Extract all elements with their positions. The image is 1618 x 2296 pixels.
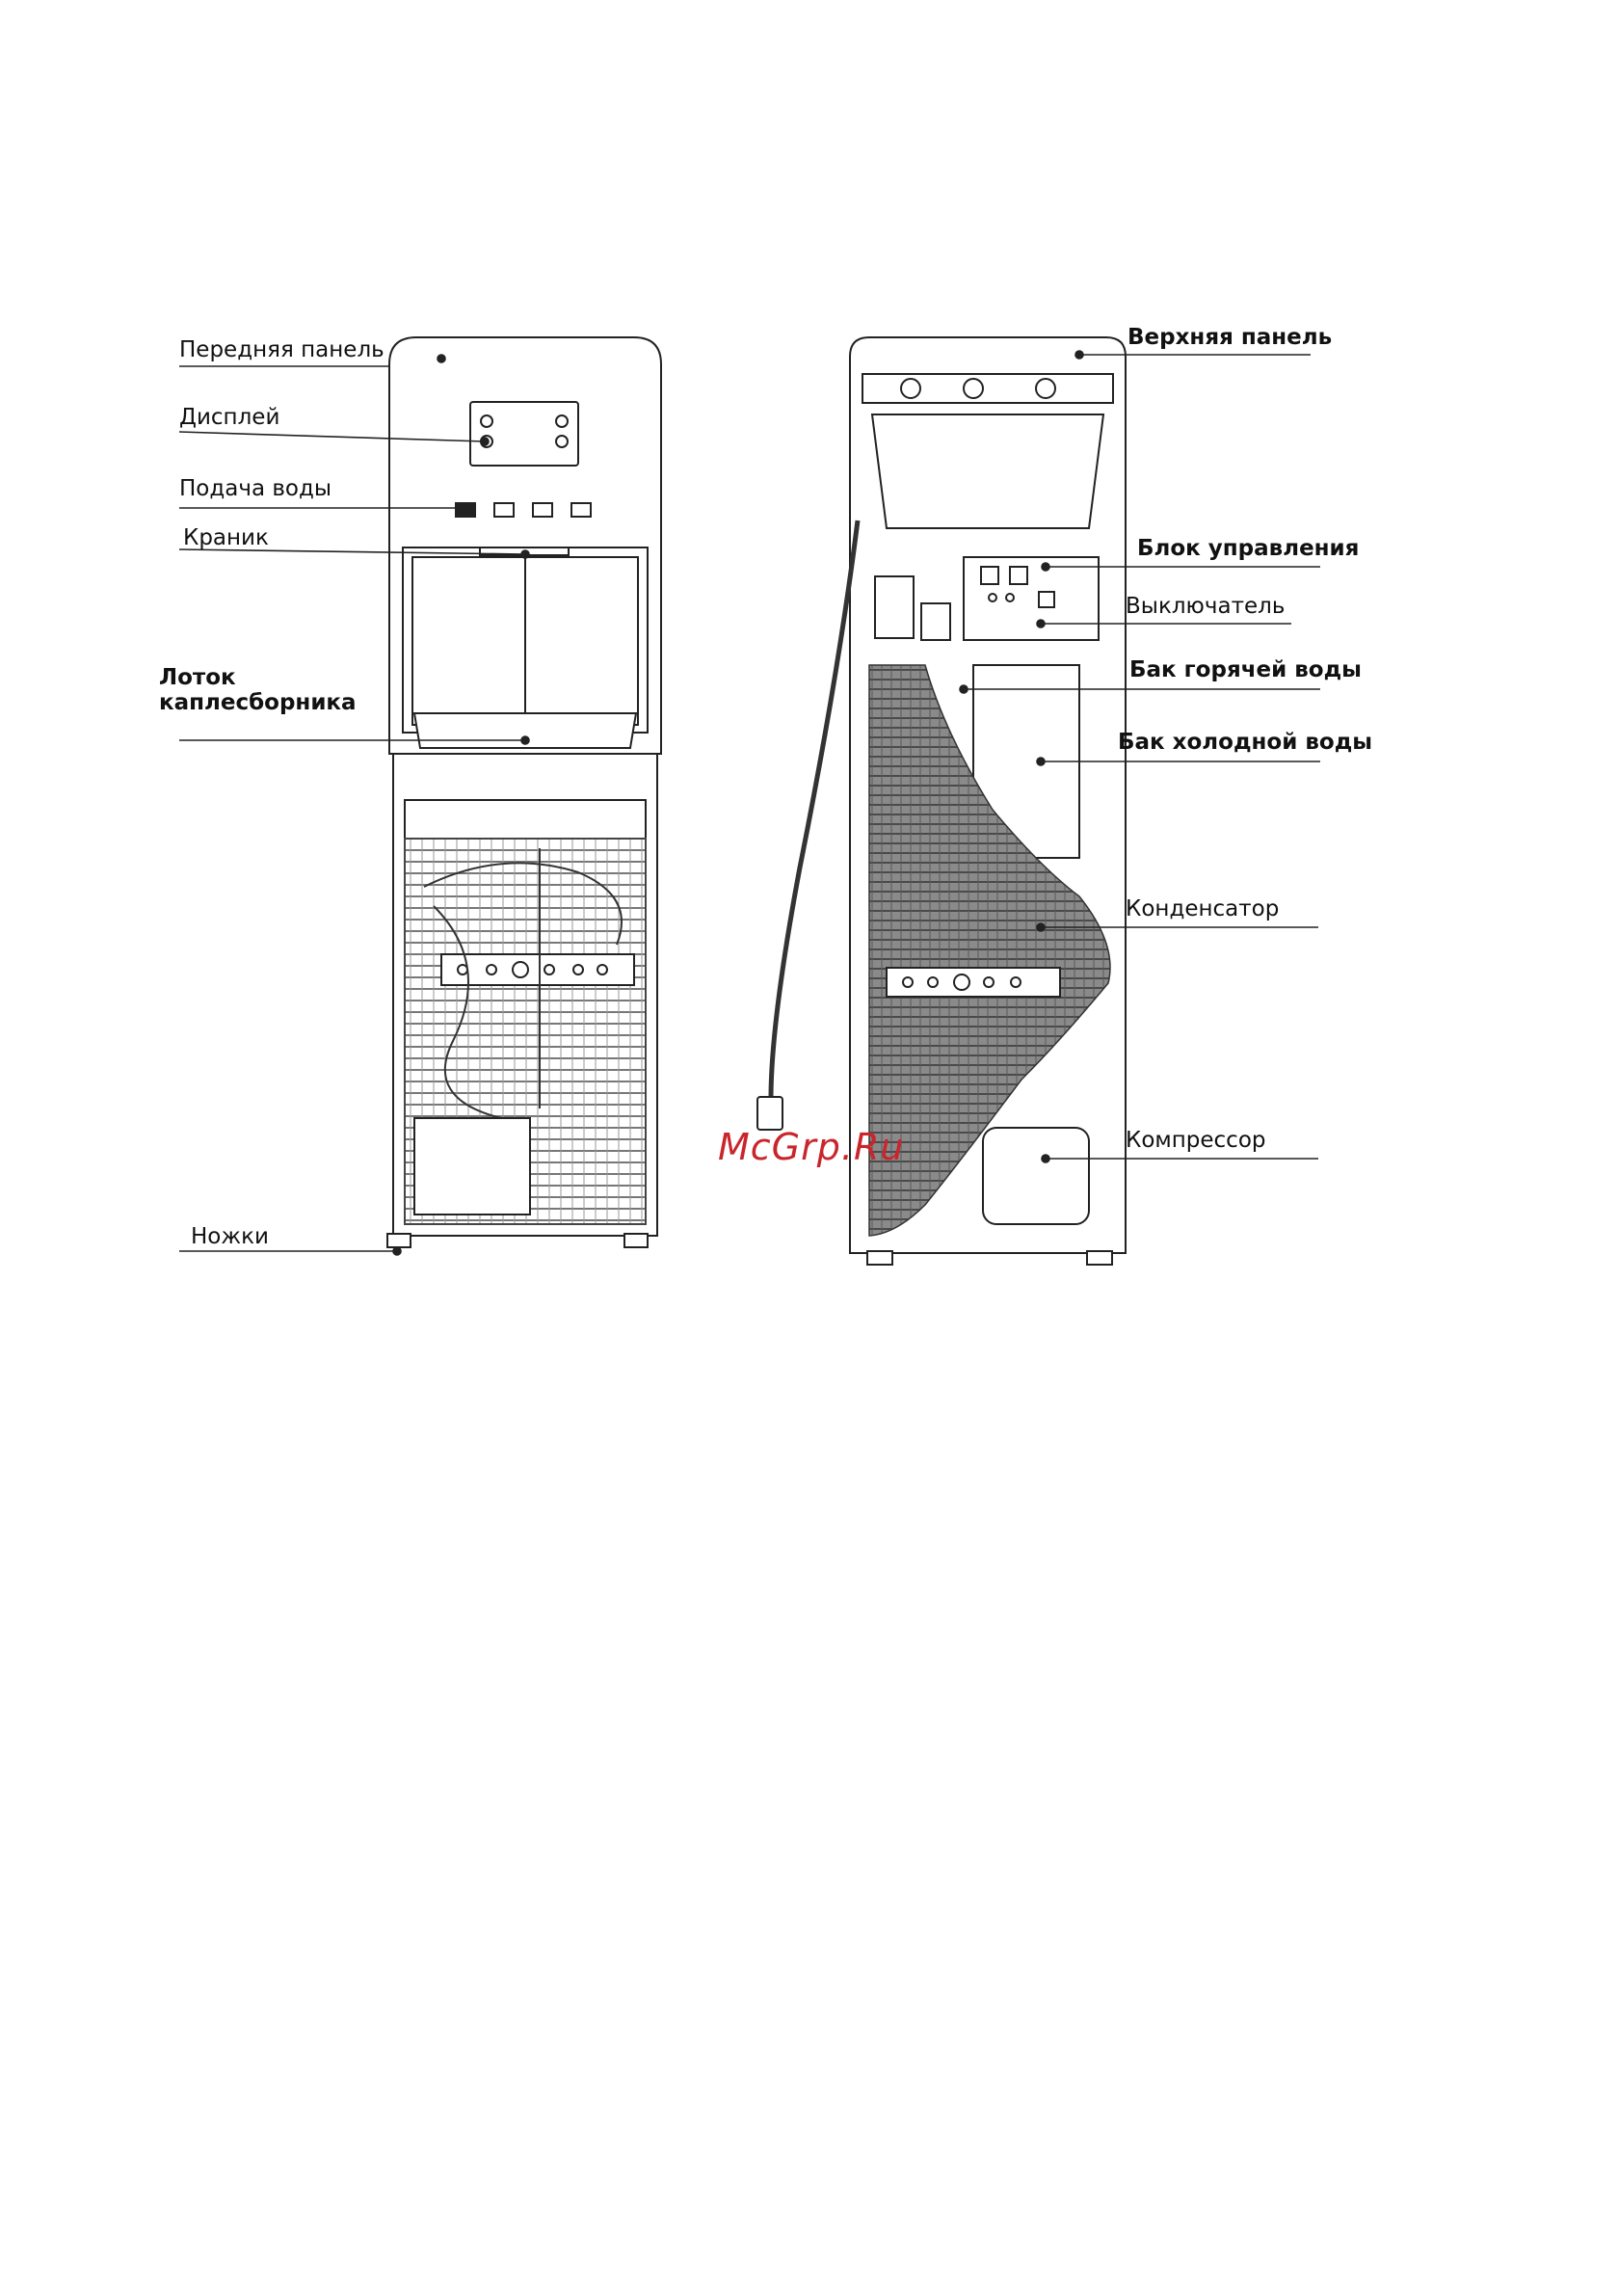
label-switch: Выключатель: [1126, 594, 1286, 619]
switch-shape: [875, 576, 914, 638]
label-condenser: Конденсатор: [1126, 896, 1280, 921]
front-view-dispenser: [387, 337, 661, 1247]
display-shape: [470, 402, 578, 466]
label-tap: Краник: [183, 525, 269, 550]
label-drip-tray: Лоток каплесборника: [159, 665, 357, 716]
label-control-unit: Блок управления: [1137, 536, 1360, 561]
label-hot-tank: Бак горячей воды: [1129, 657, 1362, 682]
label-top-panel: Верхняя панель: [1127, 325, 1333, 350]
compressor-shape: [983, 1128, 1089, 1224]
watermark-text: McGrp.Ru: [718, 1126, 905, 1168]
back-foot-right: [1087, 1251, 1112, 1265]
water-button-1: [456, 503, 475, 517]
label-display: Дисплей: [179, 405, 280, 430]
label-cold-tank: Бак холодной воды: [1118, 730, 1373, 755]
label-water-supply: Подача воды: [179, 476, 332, 501]
label-front-panel: Передняя панель: [179, 337, 385, 362]
label-legs: Ножки: [191, 1224, 269, 1249]
power-plug: [757, 1097, 782, 1130]
front-foot-right: [624, 1234, 648, 1247]
power-cord: [771, 521, 858, 1099]
control-unit-shape: [964, 557, 1099, 640]
front-foot-left: [387, 1234, 411, 1247]
back-foot-left: [867, 1251, 892, 1265]
label-compressor: Компрессор: [1126, 1128, 1266, 1153]
